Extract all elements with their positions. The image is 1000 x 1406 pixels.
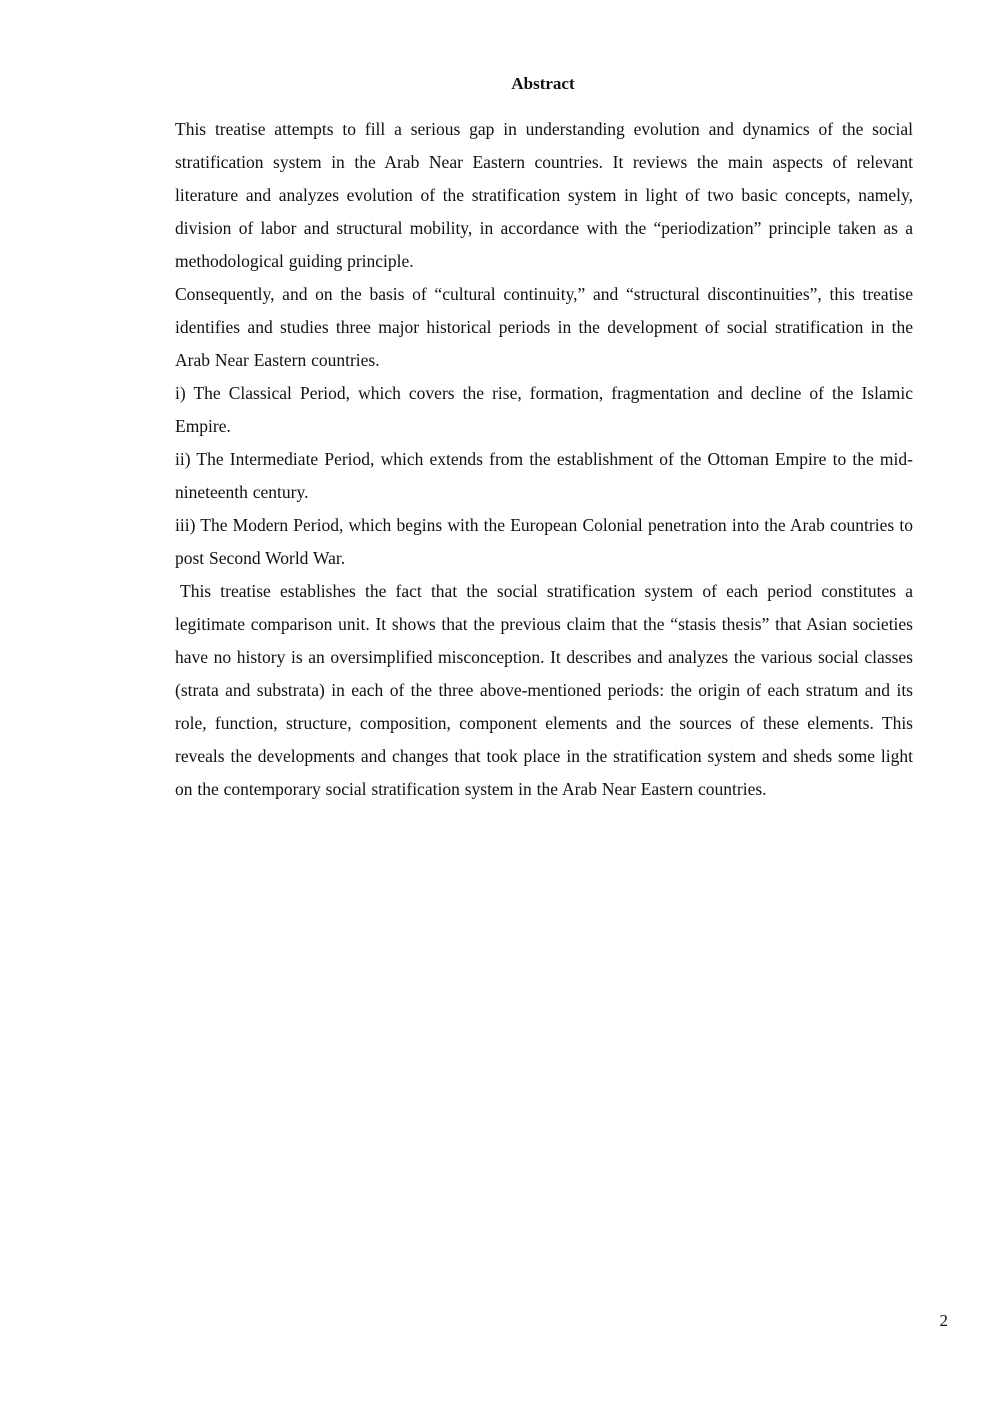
abstract-paragraph-conclusion: This treatise establishes the fact that the social stratification system of each period constitutes a legitimate comparison unit. It shows that the previous claim that the “stasis thesis” that Asian societies have no history is an oversimplified misconception. It describes and analyzes the various social classes (strata and substrata) in each of the three above-mentioned periods: the origin of each stratum and its role, function, structure, composition, component elements and the sources of these elements. This reveals the developments and changes that took place in the stratification system and sheds some light on the contemporary social stratification system in the Arab Near Eastern countries. xyxy=(175,581,913,799)
abstract-paragraph-intro: This treatise attempts to fill a serious gap in understanding evolution and dynamics of the social stratification system in the Arab Near Eastern countries. It reviews the main aspects of relevant literature and analyzes evolution of the stratification system in light of two basic concepts, namely, division of labor and structural mobility, in accordance with the “periodization” principle taken as a methodological guiding principle. xyxy=(175,119,913,271)
abstract-title: Abstract xyxy=(511,74,575,93)
abstract-paragraph-classical-period: i) The Classical Period, which covers the rise, formation, fragmentation and decline of the Islamic Empire. xyxy=(175,383,913,436)
abstract-paragraph-modern-period: iii) The Modern Period, which begins with the European Colonial penetration into the Arab countries to post Second World War. xyxy=(175,515,913,568)
abstract-body xyxy=(175,113,913,806)
page-number: 2 xyxy=(939,1311,948,1330)
abstract-paragraph-periods-overview: Consequently, and on the basis of “cultural continuity,” and “structural discontinuities”, this treatise identifies and studies three major historical periods in the development of social stratification in the Arab Near Eastern countries. xyxy=(175,284,913,370)
abstract-paragraph-intermediate-period: ii) The Intermediate Period, which extends from the establishment of the Ottoman Empire to the mid-nineteenth century. xyxy=(175,449,913,502)
